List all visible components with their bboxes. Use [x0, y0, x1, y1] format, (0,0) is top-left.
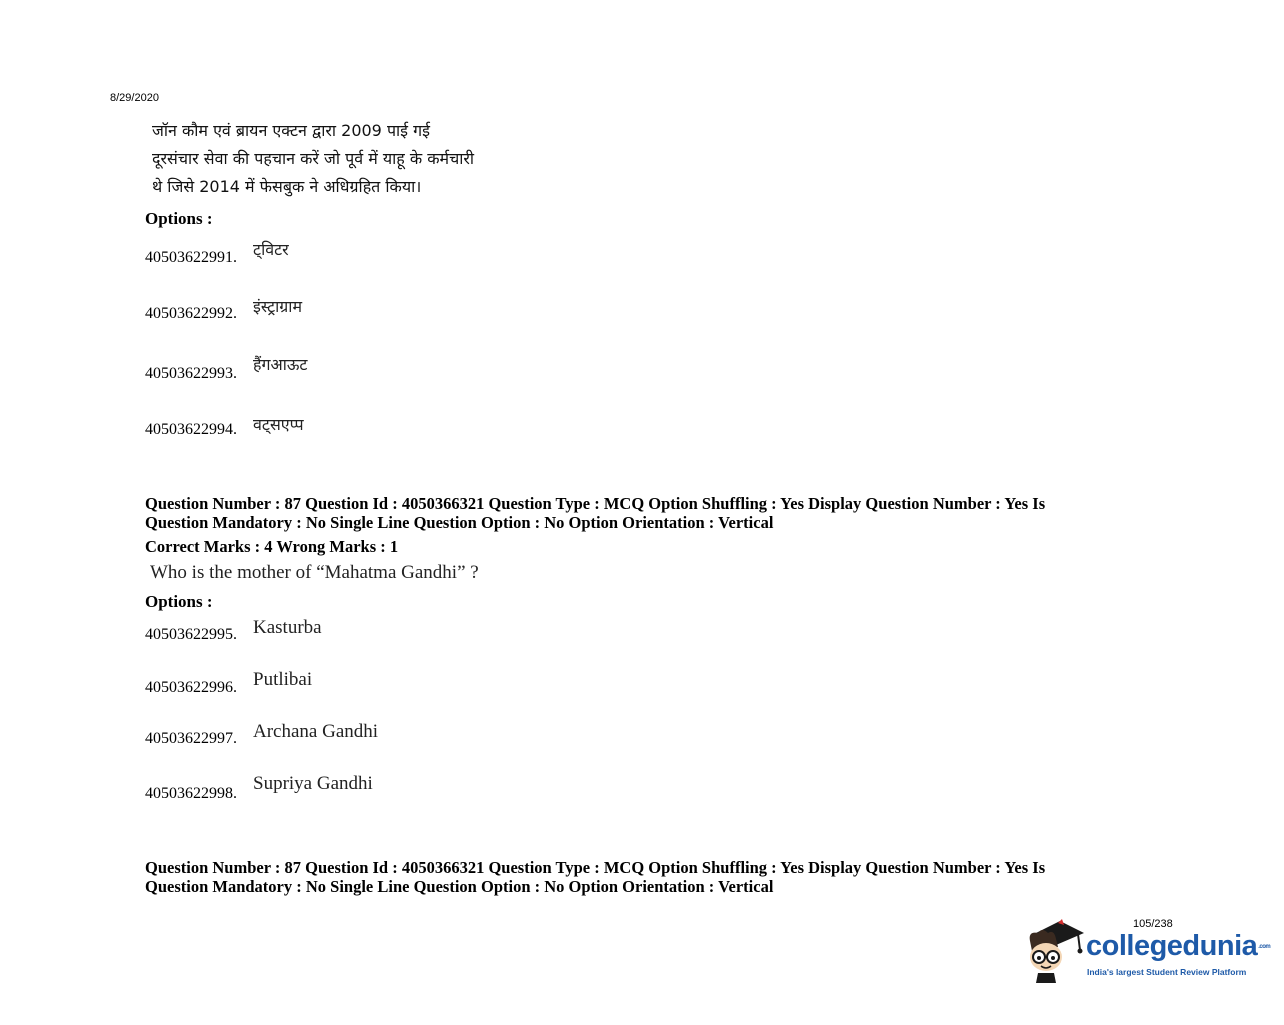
- graduate-mascot-icon: [1024, 917, 1086, 987]
- option-text: वट्सएप्प: [253, 415, 304, 434]
- question-text-line-3: थे जिसे 2014 में फेसबुक ने अधिग्रहित किया।: [152, 177, 422, 196]
- option-id: 40503622995.: [145, 626, 237, 643]
- option-text: इंस्ट्राग्राम: [253, 297, 303, 316]
- brand-text: collegedunia: [1086, 930, 1258, 962]
- brand-suffix: .com: [1258, 944, 1271, 951]
- brand-name: [1086, 930, 1270, 963]
- option-id: 40503622998.: [145, 785, 237, 802]
- options-label: Options :: [145, 209, 213, 228]
- option-text: Supriya Gandhi: [253, 773, 373, 794]
- question-text-line-1: जॉन कौम एवं ब्रायन एक्टन द्वारा 2009 पाई गई: [152, 121, 430, 140]
- option-text: हैंगआऊट: [253, 355, 308, 374]
- option-text: Kasturba: [253, 617, 322, 638]
- option-id: 40503622994.: [145, 421, 237, 438]
- option-text: ट्विटर: [253, 240, 289, 259]
- options-label: Options :: [145, 592, 213, 611]
- question-meta-line-1: Question Number : 87 Question Id : 4050366321 Question Type : MCQ Option Shuffling : Yes Display Question Number : Yes Is: [145, 858, 1046, 877]
- print-date: 8/29/2020: [110, 92, 159, 104]
- question-meta-line-1: Question Number : 87 Question Id : 4050366321 Question Type : MCQ Option Shuffling : Yes Display Question Number : Yes Is: [145, 494, 1046, 513]
- option-text: Putlibai: [253, 669, 313, 690]
- option-id: 40503622992.: [145, 305, 237, 322]
- question-text: Who is the mother of “Mahatma Gandhi” ?: [150, 562, 479, 583]
- option-id: 40503622996.: [145, 679, 237, 696]
- question-meta-line-2: Question Mandatory : No Single Line Question Option : No Option Orientation : Vertical: [145, 513, 774, 532]
- option-id: 40503622997.: [145, 730, 237, 747]
- option-id: 40503622993.: [145, 365, 237, 382]
- brand-tagline: India's largest Student Review Platform: [1087, 967, 1247, 977]
- question-marks: Correct Marks : 4 Wrong Marks : 1: [145, 537, 399, 556]
- question-text-line-2: दूरसंचार सेवा की पहचान करें जो पूर्व में याहू के कर्मचारी: [152, 149, 475, 168]
- option-text: Archana Gandhi: [253, 721, 379, 742]
- question-meta-line-2: Question Mandatory : No Single Line Question Option : No Option Orientation : Vertical: [145, 877, 774, 896]
- page-number: 105/238: [1133, 918, 1173, 930]
- option-id: 40503622991.: [145, 249, 237, 266]
